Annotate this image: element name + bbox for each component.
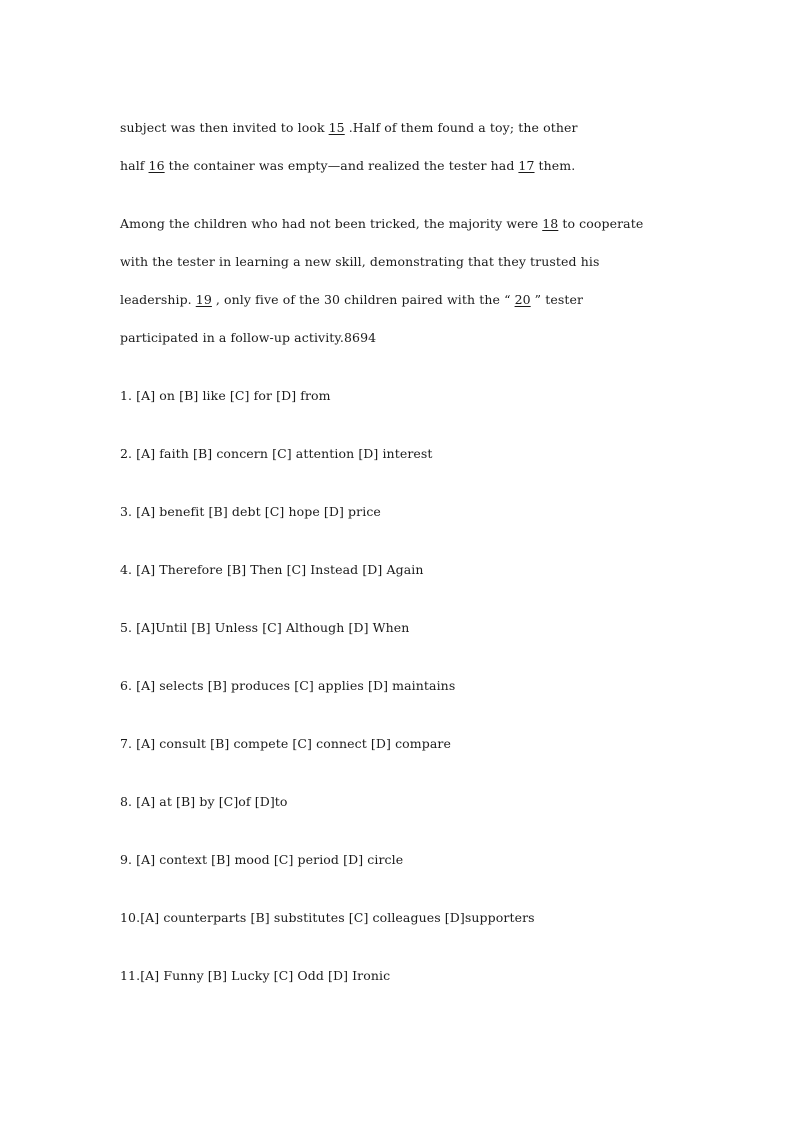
passage-text: them. bbox=[538, 158, 576, 173]
passage-text: .Half of them found a toy; the other bbox=[348, 120, 578, 135]
blank-20: 20 bbox=[514, 292, 531, 307]
question-number: 2. bbox=[120, 446, 133, 461]
question-number: 4. bbox=[120, 562, 133, 577]
passage-text: leadership. bbox=[120, 292, 192, 307]
question-options: [A] benefit [B] debt [C] hope [D] price bbox=[136, 504, 381, 519]
question-number: 5. bbox=[120, 620, 133, 635]
blank-19: 19 bbox=[195, 292, 212, 307]
passage-text: to cooperate bbox=[562, 216, 644, 231]
blank-17: 17 bbox=[518, 158, 535, 173]
question-item bbox=[120, 446, 433, 462]
question-options: [A]Until [B] Unless [C] Although [D] When bbox=[136, 620, 410, 635]
question-options: [A] at [B] by [C]of [D]to bbox=[136, 794, 288, 809]
passage-text: Among the children who had not been tricked, the majority were bbox=[120, 216, 539, 231]
question-number: 8. bbox=[120, 794, 133, 809]
passage-line bbox=[120, 120, 578, 136]
passage-line bbox=[120, 330, 376, 346]
question-options: [A] selects [B] produces [C] applies [D] maintains bbox=[136, 678, 456, 693]
passage-line bbox=[120, 292, 583, 308]
blank-15: 15 bbox=[328, 120, 345, 135]
passage-text: participated in a follow-up activity.8694 bbox=[120, 330, 377, 345]
question-item bbox=[120, 910, 535, 926]
passage-line bbox=[120, 254, 599, 270]
question-item bbox=[120, 736, 451, 752]
passage-line bbox=[120, 158, 575, 174]
passage-text: with the tester in learning a new skill, demonstrating that they trusted his bbox=[120, 254, 600, 269]
blank-16: 16 bbox=[148, 158, 165, 173]
question-number: 10. bbox=[120, 910, 141, 925]
question-item bbox=[120, 388, 331, 404]
question-item bbox=[120, 562, 424, 578]
question-number: 6. bbox=[120, 678, 133, 693]
passage-line bbox=[120, 216, 643, 232]
question-item bbox=[120, 678, 455, 694]
question-options: [A] context [B] mood [C] period [D] circle bbox=[136, 852, 404, 867]
question-number: 1. bbox=[120, 388, 133, 403]
blank-18: 18 bbox=[542, 216, 559, 231]
question-options: [A] on [B] like [C] for [D] from bbox=[136, 388, 331, 403]
passage-text: ” tester bbox=[534, 292, 584, 307]
question-item bbox=[120, 968, 390, 984]
question-item bbox=[120, 794, 288, 810]
question-options: [A] Funny [B] Lucky [C] Odd [D] Ironic bbox=[140, 968, 391, 983]
passage-text: the container was empty—and realized the tester had bbox=[168, 158, 515, 173]
question-number: 7. bbox=[120, 736, 133, 751]
question-options: [A] Therefore [B] Then [C] Instead [D] Again bbox=[136, 562, 424, 577]
question-options: [A] faith [B] concern [C] attention [D] interest bbox=[136, 446, 433, 461]
question-number: 9. bbox=[120, 852, 133, 867]
question-number: 3. bbox=[120, 504, 133, 519]
passage-text: subject was then invited to look bbox=[120, 120, 325, 135]
passage-text: , only five of the 30 children paired with the “ bbox=[215, 292, 511, 307]
question-item bbox=[120, 504, 381, 520]
question-item bbox=[120, 620, 409, 636]
question-number: 11. bbox=[120, 968, 141, 983]
question-options: [A] consult [B] compete [C] connect [D] compare bbox=[136, 736, 451, 751]
question-options: [A] counterparts [B] substitutes [C] colleagues [D]supporters bbox=[140, 910, 535, 925]
passage-text: half bbox=[120, 158, 145, 173]
question-item bbox=[120, 852, 403, 868]
